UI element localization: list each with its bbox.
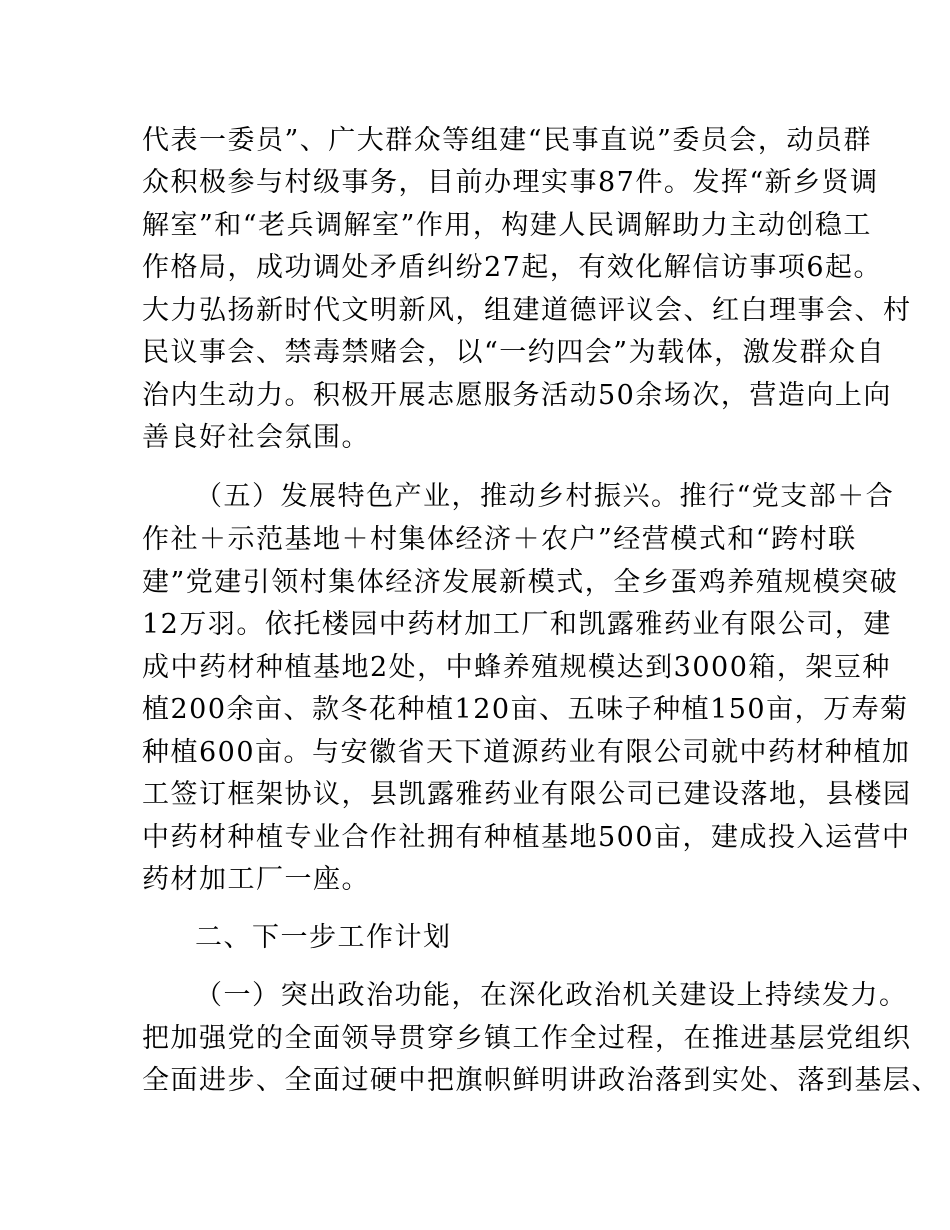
section-heading-5: （五）发展特色产业，推动乡村振兴。推行“党支部＋合 [195,481,895,512]
text-line: 工签订框架协议，县凯露雅药业有限公司已建设落地，县楼园 [142,779,912,810]
text-line: 种植600亩。与安徽省天下道源药业有限公司就中药材种植加 [142,737,911,768]
text-line: 中药材种植专业合作社拥有种植基地500亩，建成投入运营中 [142,822,911,853]
text-line: 作社＋示范基地＋村集体经济＋农户”经营模式和“跨村联 [142,524,857,555]
text-line: 12万羽。依托楼园中药材加工厂和凯露雅药业有限公司，建 [142,609,892,640]
text-line: 代表一委员”、广大群众等组建“民事直说”委员会，动员群 [142,125,872,156]
text-line: 善良好社会氛围。 [142,422,370,453]
text-line: 全面进步、全面过硬中把旗帜鲜明讲政治落到实处、落到基层、 [142,1065,940,1096]
section-heading-next-plan: 二、下一步工作计划 [195,922,452,953]
subsection-heading-1: （一）突出政治功能，在深化政治机关建设上持续发力。 [195,980,908,1011]
text-line: 成中药材种植基地2处，中蜂养殖规模达到3000箱，架豆种 [142,652,891,683]
text-line: 作格局，成功调处矛盾纠纷27起，有效化解信访事项6起。 [142,252,883,283]
text-line: 众积极参与村级事务，目前办理实事87件。发挥“新乡贤调 [142,167,879,198]
text-line: 大力弘扬新时代文明新风，组建道德评议会、红白理事会、村 [142,295,912,326]
text-line: 治内生动力。积极开展志愿服务活动50余场次，营造向上向 [142,380,892,411]
text-line: 解室”和“老兵调解室”作用，构建人民调解助力主动创稳工 [142,210,872,241]
text-line: 药材加工厂一座。 [142,864,370,895]
text-line: 把加强党的全面领导贯穿乡镇工作全过程，在推进基层党组织 [142,1023,912,1054]
text-line: 植200余亩、款冬花种植120亩、五味子种植150亩，万寿菊 [142,694,909,725]
text-line: 民议事会、禁毒禁赌会，以“一约四会”为载体，激发群众自 [142,337,886,368]
text-line: 建”党建引领村集体经济发展新模式，全乡蛋鸡养殖规模突破 [142,567,899,598]
